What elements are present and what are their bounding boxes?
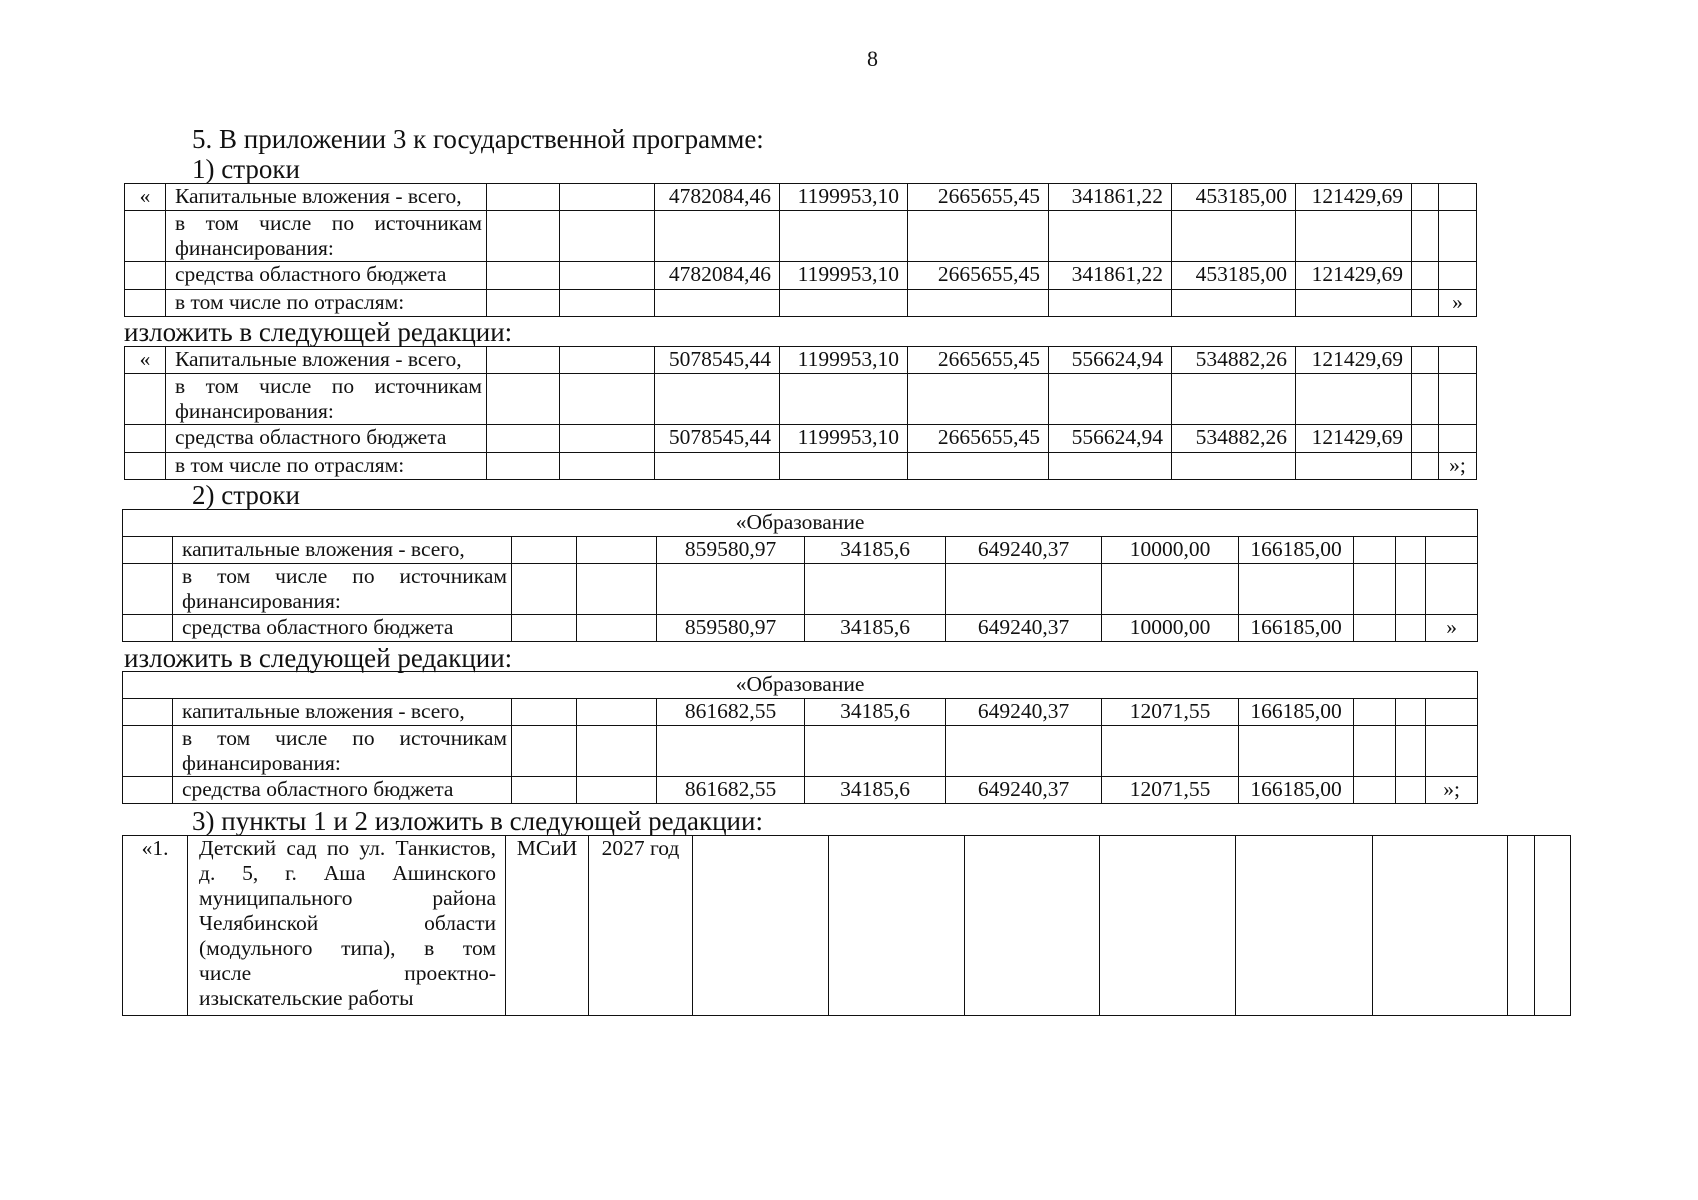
row-label: в том числе по источникам финансирования: (173, 564, 512, 615)
cell-value: 453185,00 (1172, 184, 1296, 211)
replace-label: изложить в следующей редакции: (124, 317, 513, 347)
cell-value: 453185,00 (1172, 262, 1296, 290)
cell-value: 341861,22 (1049, 262, 1172, 290)
cell-value: 534882,26 (1172, 425, 1296, 453)
item-year: 2027 год (589, 836, 693, 1016)
table-3-items (122, 835, 1571, 1016)
close-quote: » (1439, 290, 1477, 317)
close-quote: »; (1426, 777, 1478, 804)
row-label: в том числе по отраслям: (166, 453, 487, 480)
table-row (123, 699, 1478, 726)
cell-value: 121429,69 (1296, 425, 1412, 453)
cell-value: 1199953,10 (780, 262, 908, 290)
item-description: Детский сад по ул. Танкистов, д. 5, г. Аша Ашинского муниципального района Челябинской области (модульного типа), в том числе проектно- изыскательские работы (188, 836, 506, 1016)
page-number: 8 (867, 46, 878, 71)
cell-value: 121429,69 (1296, 184, 1412, 211)
close-quote: »; (1439, 453, 1477, 480)
cell-value: 10000,00 (1102, 537, 1239, 564)
cell-value: 10000,00 (1102, 615, 1239, 642)
row-label: Капитальные вложения - всего, (166, 184, 487, 211)
cell-value: 5078545,44 (655, 347, 780, 374)
cell-value: 2665655,45 (908, 262, 1049, 290)
row-label: капитальные вложения - всего, (173, 699, 512, 726)
section-heading: 5. В приложении 3 к государственной программе: (192, 124, 764, 154)
cell-value: 2665655,45 (908, 184, 1049, 211)
cell-value: 166185,00 (1239, 777, 1354, 804)
cell-value: 649240,37 (946, 537, 1102, 564)
cell-value: 649240,37 (946, 777, 1102, 804)
cell-value: 34185,6 (805, 537, 946, 564)
education-title: «Образование (123, 510, 1478, 537)
table-row (123, 564, 1478, 615)
row-label: средства областного бюджета (166, 425, 487, 453)
item-number: «1. (123, 836, 188, 1016)
cell-value: 556624,94 (1049, 347, 1172, 374)
cell-value: 5078545,44 (655, 425, 780, 453)
row-label: в том числе по источникам финансирования: (173, 726, 512, 777)
education-title: «Образование (123, 672, 1478, 699)
cell-value: 34185,6 (805, 615, 946, 642)
cell-value: 861682,55 (657, 699, 805, 726)
table-1-old (124, 183, 1477, 317)
cell-value: 649240,37 (946, 615, 1102, 642)
table-row (123, 615, 1478, 642)
cell-value: 1199953,10 (780, 347, 908, 374)
cell-value: 859580,97 (657, 615, 805, 642)
subsection-1-title: 1) строки (192, 154, 300, 184)
row-label: средства областного бюджета (173, 615, 512, 642)
cell-value: 2665655,45 (908, 425, 1049, 453)
row-label: Капитальные вложения - всего, (166, 347, 487, 374)
table-row (125, 425, 1477, 453)
cell-value: 861682,55 (657, 777, 805, 804)
table-2-new (122, 671, 1478, 804)
open-quote: « (125, 184, 166, 211)
item-executor: МСиИ (506, 836, 589, 1016)
table-row (125, 262, 1477, 290)
cell-value: 556624,94 (1049, 425, 1172, 453)
cell-value: 859580,97 (657, 537, 805, 564)
table-2-old (122, 509, 1478, 642)
table-row (123, 777, 1478, 804)
open-quote: « (125, 347, 166, 374)
cell-value: 166185,00 (1239, 537, 1354, 564)
cell-value: 4782084,46 (655, 262, 780, 290)
cell-value: 12071,55 (1102, 777, 1239, 804)
cell-value: 2665655,45 (908, 347, 1049, 374)
table-1-new (124, 346, 1477, 480)
subsection-3-title: 3) пункты 1 и 2 изложить в следующей редакции: (192, 806, 763, 836)
row-label: средства областного бюджета (173, 777, 512, 804)
table-row (125, 184, 1477, 211)
cell-value: 34185,6 (805, 699, 946, 726)
cell-value: 12071,55 (1102, 699, 1239, 726)
row-label: капитальные вложения - всего, (173, 537, 512, 564)
cell-value: 1199953,10 (780, 425, 908, 453)
row-label: в том числе по источникам финансирования: (166, 374, 487, 425)
subsection-2-title: 2) строки (192, 480, 300, 510)
row-label: средства областного бюджета (166, 262, 487, 290)
table-row (125, 374, 1477, 425)
cell-value: 341861,22 (1049, 184, 1172, 211)
table-row (125, 290, 1477, 317)
table-row (123, 510, 1478, 537)
cell-value: 121429,69 (1296, 347, 1412, 374)
cell-value: 1199953,10 (780, 184, 908, 211)
close-quote: » (1426, 615, 1478, 642)
cell-value: 4782084,46 (655, 184, 780, 211)
table-row (125, 453, 1477, 480)
replace-label: изложить в следующей редакции: (124, 643, 513, 673)
cell-value: 121429,69 (1296, 262, 1412, 290)
cell-value: 166185,00 (1239, 699, 1354, 726)
row-label: в том числе по источникам финансирования: (166, 211, 487, 262)
row-label: в том числе по отраслям: (166, 290, 487, 317)
cell-value: 166185,00 (1239, 615, 1354, 642)
table-row (123, 836, 1571, 1016)
cell-value: 649240,37 (946, 699, 1102, 726)
cell-value: 34185,6 (805, 777, 946, 804)
table-row (123, 672, 1478, 699)
cell-value: 534882,26 (1172, 347, 1296, 374)
table-row (125, 347, 1477, 374)
table-row (123, 726, 1478, 777)
table-row (125, 211, 1477, 262)
table-row (123, 537, 1478, 564)
